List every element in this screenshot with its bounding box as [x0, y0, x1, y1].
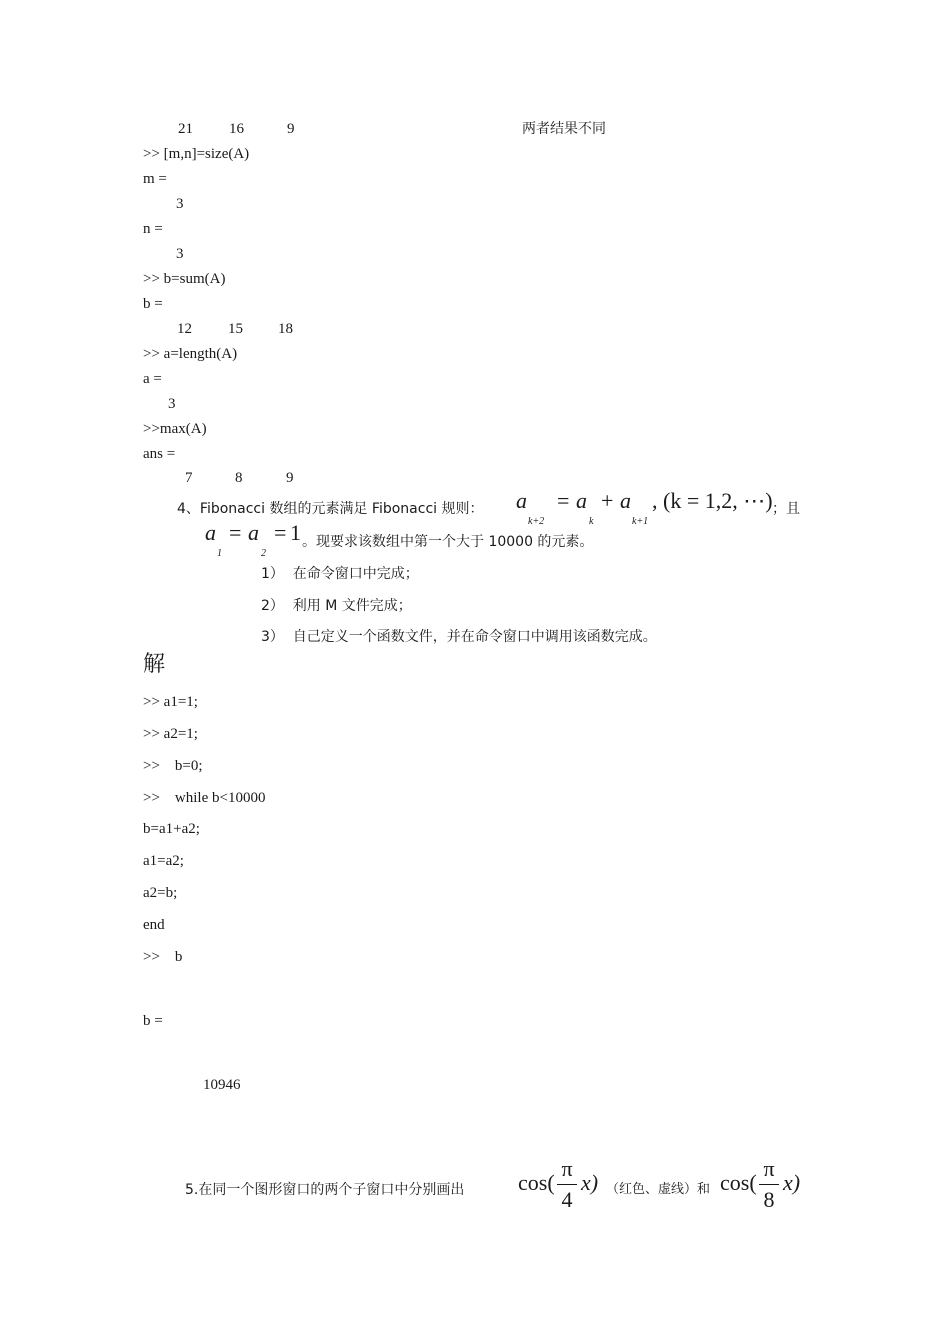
question-4-intro: 4、Fibonacci 数组的元素满足 Fibonacci 规则：	[177, 501, 484, 517]
code-line: end	[143, 917, 165, 933]
formula-plus: +	[601, 488, 614, 513]
code-line: >> while b<10000	[143, 790, 266, 806]
formula-eq: =	[274, 520, 287, 545]
formula-eq: =	[557, 488, 570, 513]
formula-subscript: k+1	[632, 516, 649, 527]
output-value: 15	[228, 321, 243, 337]
formula-pi: π	[763, 1156, 775, 1181]
formula-one: 1	[290, 520, 301, 545]
output-label: m =	[143, 171, 167, 187]
question-4-item: 2） 利用 M 文件完成；	[261, 598, 412, 614]
output-label: b =	[143, 1013, 163, 1029]
code-line: >> a2=1;	[143, 726, 198, 742]
code-line: >> a1=1;	[143, 694, 198, 710]
formula-a: a	[576, 488, 587, 513]
fraction-bar	[759, 1184, 779, 1185]
question-4-line2: 。现要求该数组中第一个大于 10000 的元素。	[302, 534, 594, 550]
formula-denominator: 4	[561, 1187, 573, 1212]
fraction-bar	[557, 1184, 577, 1185]
output-value: 12	[177, 321, 192, 337]
output-label: b =	[143, 296, 163, 312]
command-line: >> a=length(A)	[143, 346, 238, 362]
output-value: 10946	[203, 1077, 241, 1093]
code-line: a1=a2;	[143, 853, 184, 869]
formula-pi: π	[561, 1156, 573, 1181]
matrix-value: 9	[287, 121, 295, 137]
formula-cos: cos(	[720, 1170, 757, 1195]
question-4-item: 1） 在命令窗口中完成；	[261, 566, 419, 582]
command-line: >> b=sum(A)	[143, 271, 226, 287]
code-line: >> b	[143, 949, 183, 965]
question-5-text: 5.在同一个图形窗口的两个子窗口中分别画出	[185, 1182, 465, 1198]
code-line: a2=b;	[143, 885, 178, 901]
output-label: n =	[143, 221, 163, 237]
matrix-value: 21	[178, 121, 193, 137]
output-value: 3	[176, 246, 184, 262]
formula-subscript: 1	[217, 548, 222, 559]
formula-a: a	[205, 520, 216, 545]
code-line: >> b=0;	[143, 758, 203, 774]
formula-denominator: 8	[763, 1187, 775, 1212]
note-text: 两者结果不同	[522, 121, 606, 137]
output-value: 9	[286, 470, 294, 486]
formula-subscript: k+2	[528, 516, 545, 527]
output-value: 3	[176, 196, 184, 212]
output-label: a =	[143, 371, 162, 387]
output-value: 18	[278, 321, 293, 337]
formula-x: x)	[783, 1170, 801, 1195]
formula-x: x)	[581, 1170, 599, 1195]
formula-cos: cos(	[518, 1170, 555, 1195]
output-value: 7	[185, 470, 193, 486]
formula-eq: =	[229, 520, 242, 545]
formula-a: a	[248, 520, 259, 545]
command-line: >> [m,n]=size(A)	[143, 146, 250, 162]
code-line: b=a1+a2;	[143, 821, 200, 837]
command-line: >>max(A)	[143, 421, 207, 437]
question-5-mid: （红色、虚线）和	[606, 1182, 711, 1197]
output-label: ans =	[143, 446, 176, 462]
question-4-item: 3） 自己定义一个函数文件，并在命令窗口中调用该函数完成。	[261, 629, 657, 645]
question-4-tail: ；且	[772, 501, 800, 517]
solution-label: 解	[143, 652, 166, 677]
formula-a: a	[620, 488, 631, 513]
output-value: 8	[235, 470, 243, 486]
formula-subscript: 2	[261, 548, 266, 559]
formula-subscript: k	[589, 516, 594, 527]
formula-a: a	[516, 488, 527, 513]
output-value: 3	[168, 396, 176, 412]
matrix-value: 16	[229, 121, 244, 137]
formula-condition: , (k = 1,2, ⋯)	[652, 488, 773, 513]
